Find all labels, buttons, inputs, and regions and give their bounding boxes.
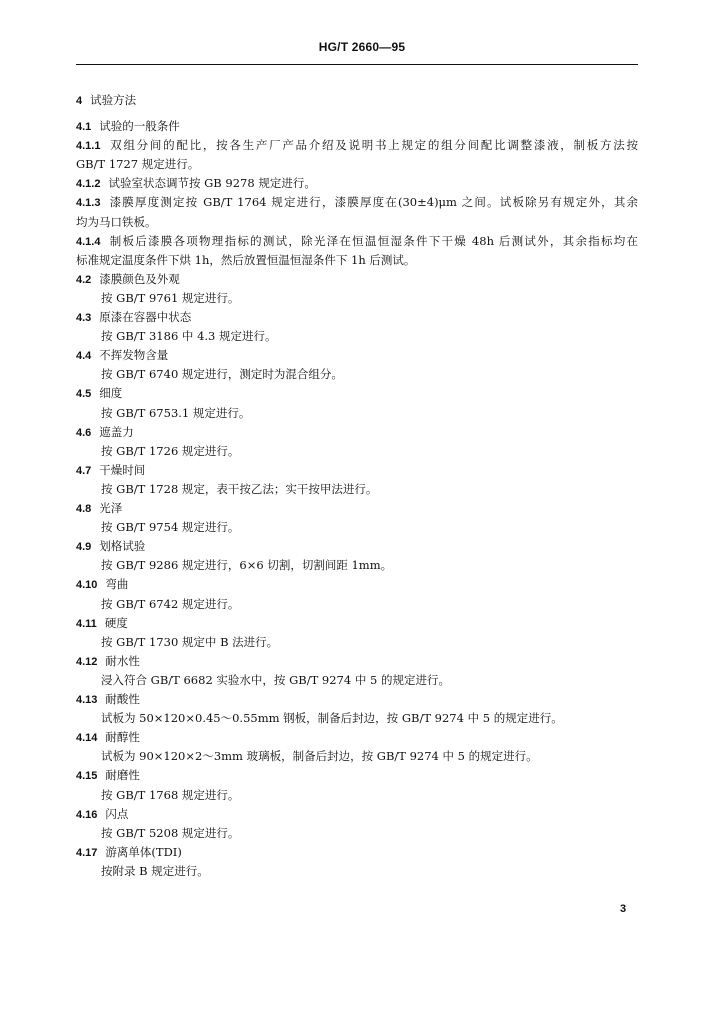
clause-heading (76, 119, 638, 134)
clause-text: 按 GB/T 5208 规定进行。 (101, 825, 240, 840)
clause-body-text (101, 864, 663, 878)
clause-text: 细度 (99, 386, 123, 401)
clause-text: 闪点 (105, 806, 129, 821)
clause-text: 试验室状态调节按 GB 9278 规定进行。 (108, 176, 316, 191)
clause-number: 4.3 (76, 312, 92, 324)
clause-number: 4.1.2 (76, 178, 101, 191)
clause-number: 4.16 (76, 808, 98, 821)
clause-text: 试板为 50×120×0.45～0.55mm 钢板，制备后封边，按 GB/T 9274 中 5 的规定进行。 (101, 711, 563, 726)
clause-number: 4.12 (76, 655, 98, 668)
clause-number: 4.1.1 (76, 140, 101, 153)
clause-number: 4.9 (76, 541, 92, 554)
paragraph-continuation (76, 253, 638, 267)
clause-heading (76, 654, 638, 669)
clause-number: 4.10 (76, 579, 98, 592)
clause-text: 标准规定温度条件下烘 1h，然后放置恒温恒湿条件下 1h 后测试。 (76, 252, 416, 267)
clause-number: 4.1 (76, 121, 92, 133)
clause-number: 4.15 (76, 770, 98, 783)
clause-heading (76, 807, 638, 822)
clause-text: 漆膜厚度测定按 GB/T 1764 规定进行，漆膜厚度在(30±4)μm 之间。试板除另有规定外，其余 (108, 195, 638, 210)
clause-body-text (101, 788, 663, 802)
clause-text: 弯曲 (105, 577, 129, 592)
clause-paragraph (76, 234, 638, 249)
clause-number: 4.4 (76, 350, 92, 363)
clause-text: 按 GB/T 3186 中 4.3 规定进行。 (101, 329, 277, 344)
paragraph-continuation (76, 215, 638, 229)
clause-text: 制板后漆膜各项物理指标的测试，除光泽在恒温恒湿条件下干燥 48h 后测试外，其余指标均在 (108, 233, 638, 248)
clause-number: 4.6 (76, 426, 92, 439)
clause-number: 4.1.3 (76, 197, 101, 210)
clause-heading (76, 425, 638, 440)
section-heading (76, 93, 638, 108)
clause-number: 4.11 (76, 617, 97, 630)
header-rule (76, 64, 638, 65)
clause-text: 按 GB/T 9761 规定进行。 (101, 290, 240, 305)
clause-heading (76, 310, 638, 325)
clause-heading (76, 463, 638, 478)
clause-text: 按 GB/T 1768 规定进行。 (101, 787, 240, 802)
clause-number: 4.13 (76, 694, 98, 706)
clause-text: 试验的一般条件 (99, 119, 180, 133)
clause-text: 游离单体(TDI) (105, 844, 182, 859)
clause-number: 4.17 (76, 846, 98, 859)
page-number: 3 (620, 903, 627, 915)
clause-heading (76, 730, 638, 745)
clause-body-text (101, 291, 663, 305)
clause-text: 试板为 90×120×2～3mm 玻璃板，制备后封边，按 GB/T 9274 中 5 的规定进行。 (101, 749, 538, 764)
clause-number: 4.7 (76, 464, 92, 477)
clause-text: 不挥发物含量 (99, 348, 169, 363)
clause-body-text (101, 367, 663, 381)
clause-text: 浸入符合 GB/T 6682 实验水中，按 GB/T 9274 中 5 的规定进行。 (101, 672, 450, 687)
clause-text: 硬度 (104, 615, 128, 630)
clause-body-text (101, 406, 663, 420)
clause-number: 4.2 (76, 273, 92, 286)
clause-text: 按 GB/T 1730 规定中 B 法进行。 (101, 634, 279, 649)
clause-text: 原漆在容器中状态 (99, 310, 192, 324)
clause-body-text (101, 520, 663, 534)
clause-paragraph (76, 195, 638, 210)
section-title: 试验方法 (90, 93, 137, 107)
clause-paragraph (76, 138, 638, 153)
clause-text: 按 GB/T 9754 规定进行。 (101, 520, 240, 535)
clause-heading (76, 845, 638, 860)
clause-text: 按 GB/T 9286 规定进行，6×6 切割，切割间距 1mm。 (101, 558, 393, 573)
clause-text: 干燥时间 (99, 462, 146, 477)
clause-text: GB/T 1727 规定进行。 (76, 157, 200, 172)
clause-text: 耐磨性 (105, 768, 140, 783)
clause-text: 按 GB/T 1728 规定，表干按乙法；实干按甲法进行。 (101, 481, 378, 496)
clause-body-text (101, 558, 663, 572)
clause-body-text (101, 444, 663, 458)
clause-text: 按附录 B 规定进行。 (101, 863, 209, 878)
clause-heading (76, 501, 638, 516)
clause-heading (76, 692, 638, 707)
clause-text: 光泽 (99, 501, 123, 515)
clause-number: 4.5 (76, 388, 92, 401)
clause-heading (76, 616, 638, 631)
clause-number: 4.8 (76, 503, 92, 515)
clause-body-text (101, 749, 663, 763)
clause-number: 4.1.4 (76, 235, 101, 248)
clause-number: 4.14 (76, 732, 98, 745)
clause-heading (76, 577, 638, 592)
clause-text: 按 GB/T 1726 规定进行。 (101, 443, 240, 458)
clause-text: 耐醇性 (105, 730, 140, 745)
clause-text: 均为马口铁板。 (76, 214, 157, 229)
clause-body-text (101, 329, 663, 343)
clause-heading (76, 272, 638, 287)
clause-text: 按 GB/T 6742 规定进行。 (101, 596, 240, 611)
clause-text: 耐酸性 (105, 692, 140, 706)
clause-heading (76, 348, 638, 363)
clause-body-text (101, 826, 663, 840)
page-header-standard-code: HG/T 2660—95 (318, 40, 406, 54)
clause-text: 漆膜颜色及外观 (99, 271, 180, 286)
clause-heading (76, 386, 638, 401)
clause-body-text (101, 711, 663, 725)
clause-text: 耐水性 (105, 653, 140, 668)
section-number: 4 (76, 95, 83, 107)
clause-body-text (101, 482, 663, 496)
clause-text: 划格试验 (99, 539, 146, 554)
clause-text: 双组分间的配比，按各生产厂产品介绍及说明书上规定的组分间配比调整漆液，制板方法按 (108, 138, 638, 153)
clause-text: 按 GB/T 6753.1 规定进行。 (101, 405, 251, 420)
clause-heading (76, 539, 638, 554)
clause-body-text (101, 635, 663, 649)
clause-text: 按 GB/T 6740 规定进行，测定时为混合组分。 (101, 367, 343, 382)
paragraph-continuation (76, 157, 638, 171)
clause-paragraph (76, 176, 638, 191)
clause-text: 遮盖力 (99, 424, 134, 439)
clause-body-text (101, 673, 663, 687)
clause-body-text (101, 597, 663, 611)
clause-heading (76, 768, 638, 783)
